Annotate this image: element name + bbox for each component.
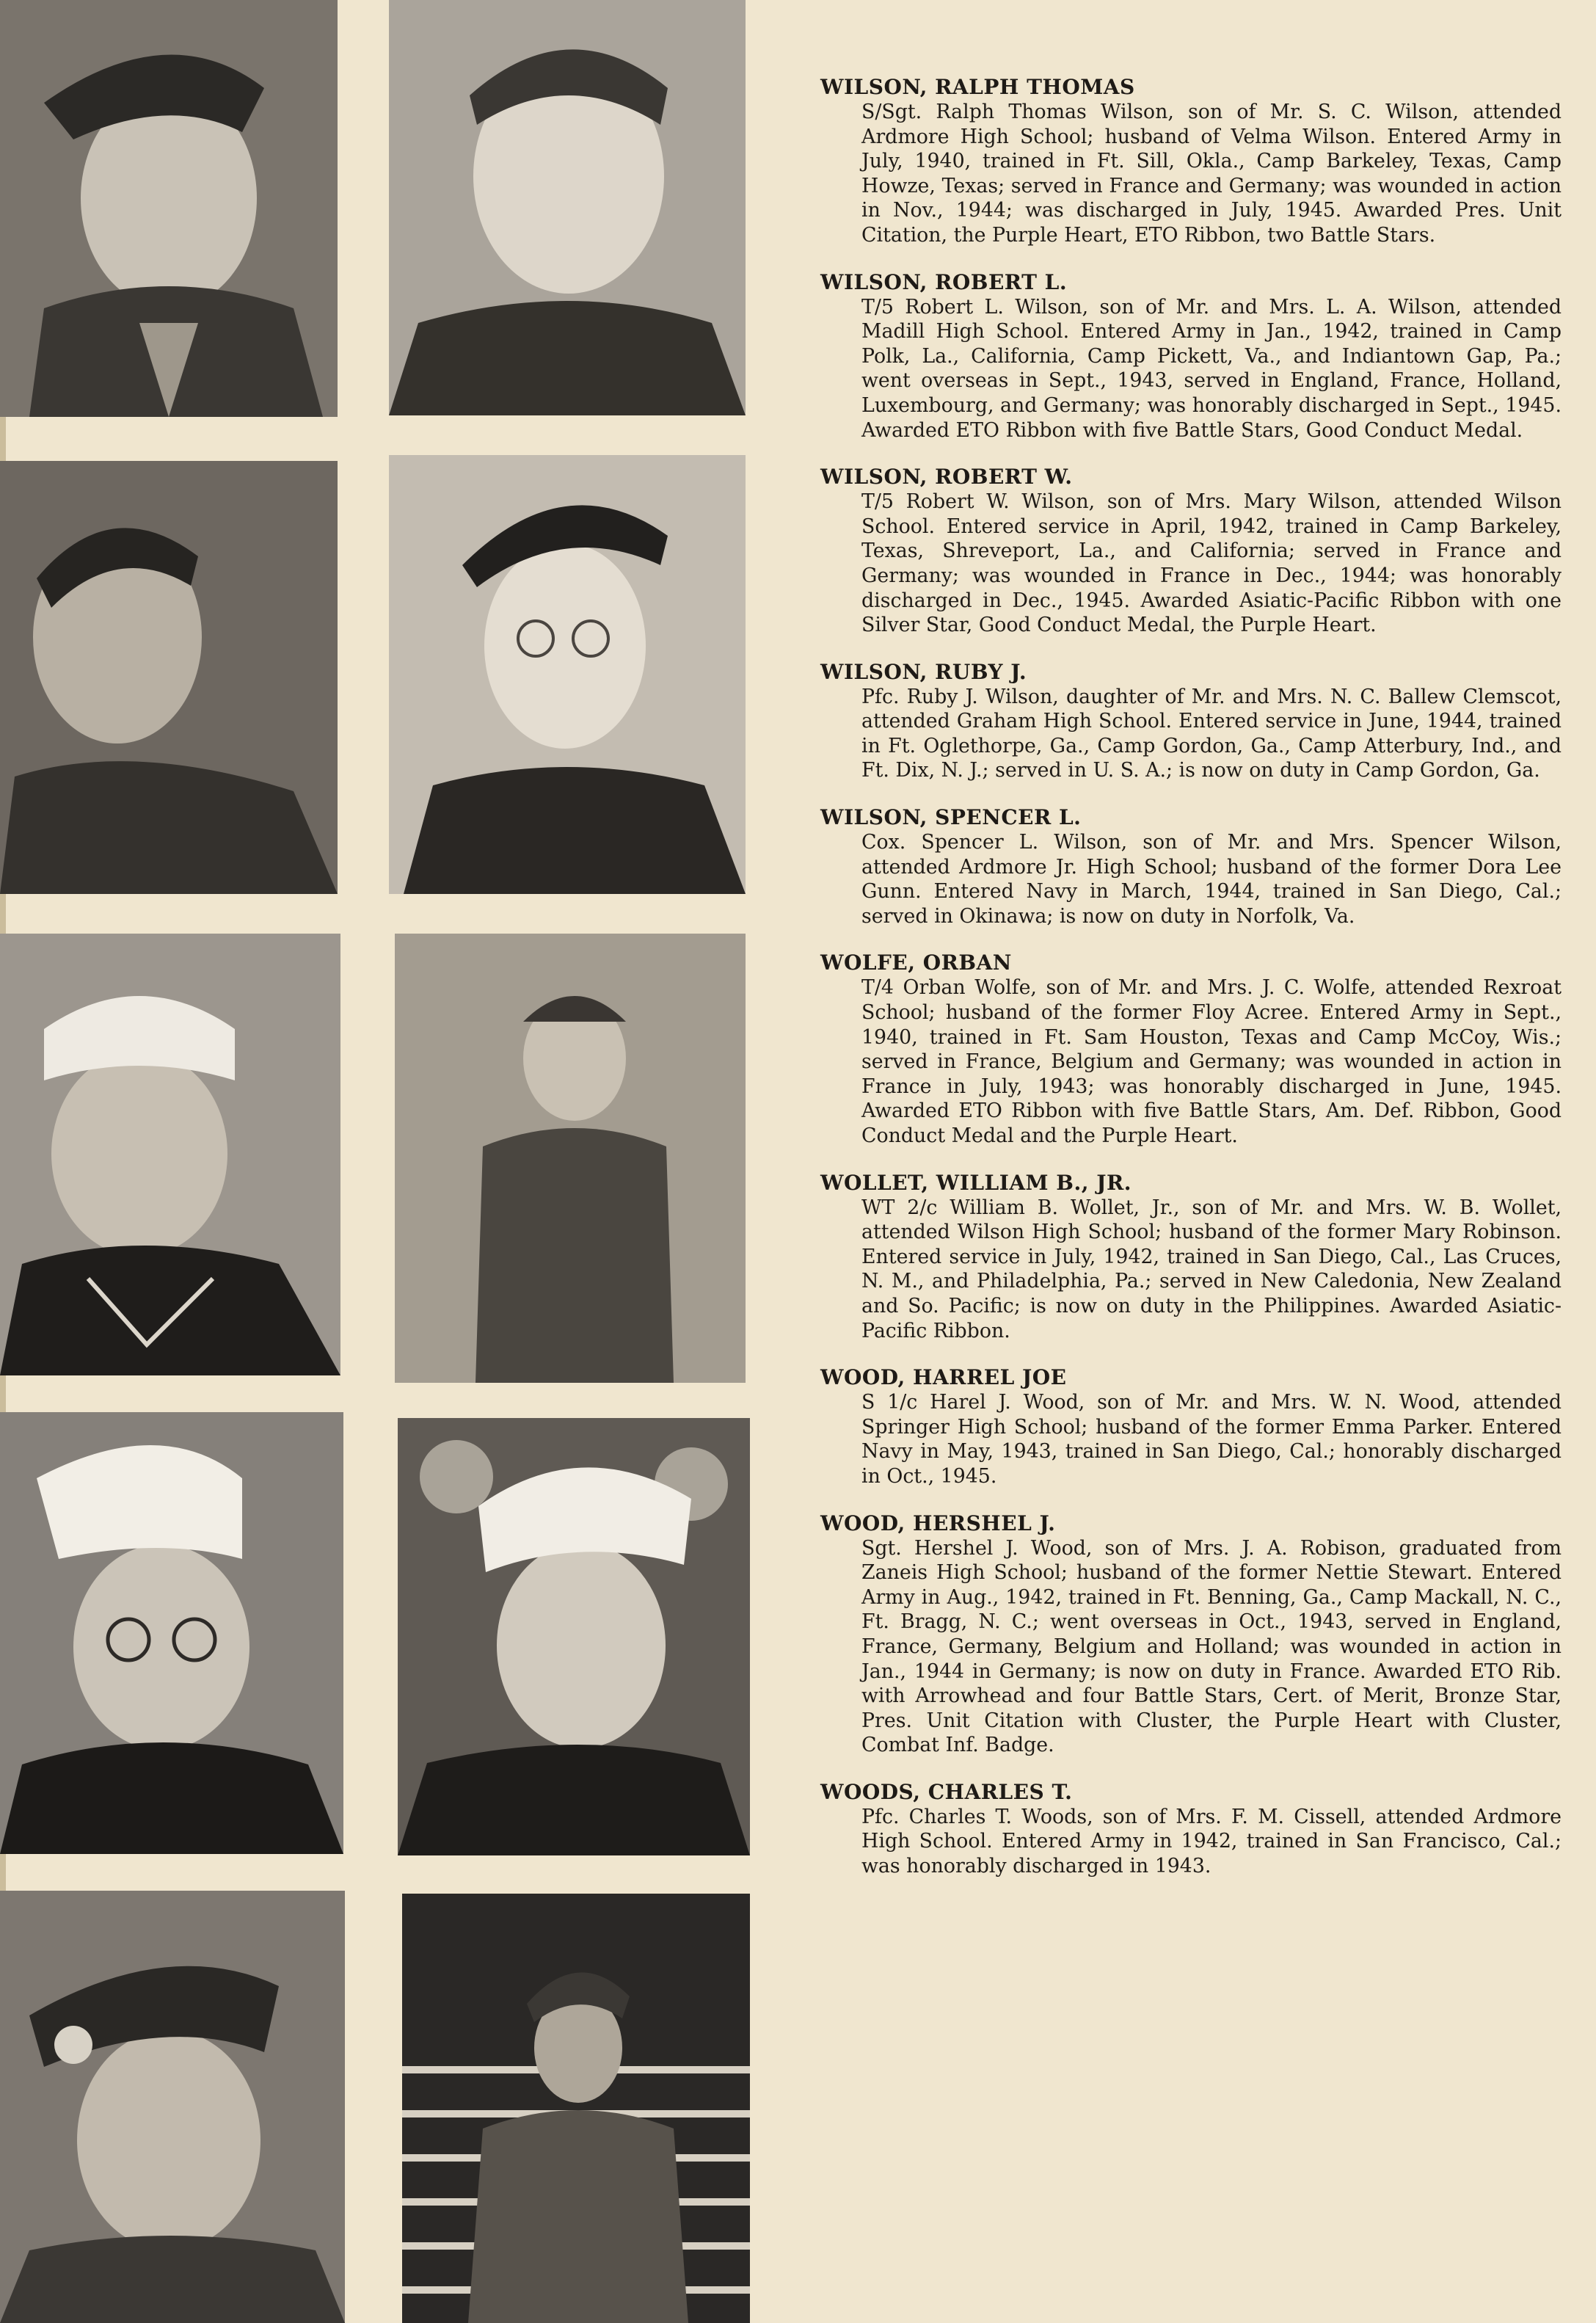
entry-name: WILSON, RUBY J. xyxy=(820,659,1027,684)
portrait-photo-10 xyxy=(402,1894,750,2323)
entry-wood-hershel-j xyxy=(820,1511,1562,1758)
entry-name: WOLFE, ORBAN xyxy=(820,950,1012,975)
portrait-photo-7 xyxy=(0,1412,343,1854)
entry-name: WILSON, SPENCER L. xyxy=(820,805,1082,830)
entry-wood-harrel-joe xyxy=(820,1365,1562,1488)
entry-text: Sgt. Hershel J. Wood, son of Mrs. J. A. Robison, graduated from Zaneis High School; husband of the former Nettie Stewart. Entered Army in Aug., 1942, trained in Ft. Benning, Ga., Camp Mackall, N. C., Ft. Bragg, N. C.; went overseas in Oct., 1943, served in England, France, Germany, Belgium and Holland; was wounded in action in Jan., 1944 in Germany; is now on duty in France. Awarded ETO Rib. with Arrowhead and four Battle Stars, Cert. of Merit, Bronze Star, Pres. Unit Citation with Cluster, the Purple Heart with Cluster, Combat Inf. Badge. xyxy=(861,1536,1562,1757)
portrait-photo-2 xyxy=(389,0,746,415)
entry-text: Pfc. Ruby J. Wilson, daughter of Mr. and Mrs. N. C. Ballew Clemscot, attended Graham High School. Entered service in June, 1944, trained in Ft. Oglethorpe, Ga., Camp Gordon, Ga., Camp Atterbury, Ind., and Ft. Dix, N. J.; served in U. S. A.; is now on duty in Camp Gordon, Ga. xyxy=(861,685,1562,782)
entry-text: T/5 Robert L. Wilson, son of Mr. and Mrs. L. A. Wilson, attended Madill High School. Entered Army in Jan., 1942, trained in Camp Polk, La., California, Camp Pickett, Va., and Indiantown Gap, Pa.; went overseas in Sept., 1943, served in England, France, Holland, Luxembourg, and Germany; was honorably discharged in Sept., 1945. Awarded ETO Ribbon with five Battle Stars, Good Conduct Medal. xyxy=(861,295,1562,442)
portrait-photo-9 xyxy=(0,1891,345,2323)
entry-text: Pfc. Charles T. Woods, son of Mrs. F. M. Cissell, attended Ardmore High School. Entered Army in 1942, trained in San Francisco, Cal.; was honorably discharged in 1943. xyxy=(861,1805,1562,1878)
entry-name: WOOD, HARREL JOE xyxy=(820,1365,1067,1390)
entry-text: Cox. Spencer L. Wilson, son of Mr. and Mrs. Spencer Wilson, attended Ardmore Jr. High School; husband of the former Dora Lee Gunn. Entered Navy in March, 1944, trained in San Diego, Cal.; served in Okinawa; is now on duty in Norfolk, Va. xyxy=(861,831,1562,928)
portrait-photo-3 xyxy=(0,461,338,894)
entry-text: WT 2/c William B. Wollet, Jr., son of Mr. and Mrs. W. B. Wollet, attended Wilson High School; husband of the former Mary Robinson. Entered service in July, 1942, trained in San Diego, Cal., Las Cruces, N. M., and Philadelphia, Pa.; served in New Caledonia, New Zealand and So. Pacific; is now on duty in the Philippines. Awarded Asiatic-Pacific Ribbon. xyxy=(861,1196,1562,1342)
entry-wilson-ruby-j xyxy=(820,660,1562,783)
entry-wilson-spencer-l xyxy=(820,805,1562,928)
entry-text: T/4 Orban Wolfe, son of Mr. and Mrs. J. C. Wolfe, attended Rexroat School; husband of the former Floy Acree. Entered Army in Sept., 1940, trained in Ft. Sam Houston, Texas and Camp McCoy, Wis.; served in France, Belgium and Germany; was wounded in action in France in July, 1943; was honorably discharged in June, 1945. Awarded ETO Ribbon with five Battle Stars, Am. Def. Ribbon, Good Conduct Medal and the Purple Heart. xyxy=(861,976,1562,1147)
entry-wilson-robert-l xyxy=(820,270,1562,443)
entry-name: WOLLET, WILLIAM B., JR. xyxy=(820,1170,1132,1195)
service-record-entries xyxy=(820,75,1562,1901)
portrait-photo-8 xyxy=(398,1418,750,1855)
portrait-photo-5 xyxy=(0,934,340,1375)
portrait-photo-4 xyxy=(389,455,746,894)
entry-wollet-william-b-jr xyxy=(820,1171,1562,1344)
portrait-photo-1 xyxy=(0,0,338,417)
entry-text: S/Sgt. Ralph Thomas Wilson, son of Mr. S. C. Wilson, attended Ardmore High School; husband of Velma Wilson. Entered Army in July, 1940, trained in Ft. Sill, Okla., Camp Barkeley, Texas, Camp Howze, Texas; served in France and Germany; was wounded in action in Nov., 1944; was discharged in July, 1945. Awarded Pres. Unit Citation, the Purple Heart, ETO Ribbon, two Battle Stars. xyxy=(861,101,1562,247)
entry-name: WILSON, RALPH THOMAS xyxy=(820,75,1135,99)
entry-name: WOOD, HERSHEL J. xyxy=(820,1511,1056,1535)
entry-text: S 1/c Harel J. Wood, son of Mr. and Mrs. W. N. Wood, attended Springer High School; husband of the former Emma Parker. Entered Navy in May, 1943, trained in San Diego, Cal.; honorably discharged in Oct., 1945. xyxy=(861,1391,1562,1488)
entry-name: WILSON, ROBERT L. xyxy=(820,269,1068,294)
entry-name: WILSON, ROBERT W. xyxy=(820,465,1073,490)
entry-name: WOODS, CHARLES T. xyxy=(820,1779,1073,1804)
entry-text: T/5 Robert W. Wilson, son of Mrs. Mary Wilson, attended Wilson School. Entered service in April, 1942, trained in Camp Barkeley, Texas, Shreveport, La., and California; served in France and Germany; was wounded in France in Dec., 1944; was honorably discharged in Dec., 1945. Awarded Asiatic-Pacific Ribbon with one Silver Star, Good Conduct Medal, the Purple Heart. xyxy=(861,490,1562,637)
entry-wilson-robert-w xyxy=(820,465,1562,638)
entry-woods-charles-t xyxy=(820,1780,1562,1879)
portrait-photo-6 xyxy=(395,934,746,1383)
entry-wilson-ralph-thomas xyxy=(820,75,1562,248)
entry-wolfe-orban xyxy=(820,950,1562,1148)
